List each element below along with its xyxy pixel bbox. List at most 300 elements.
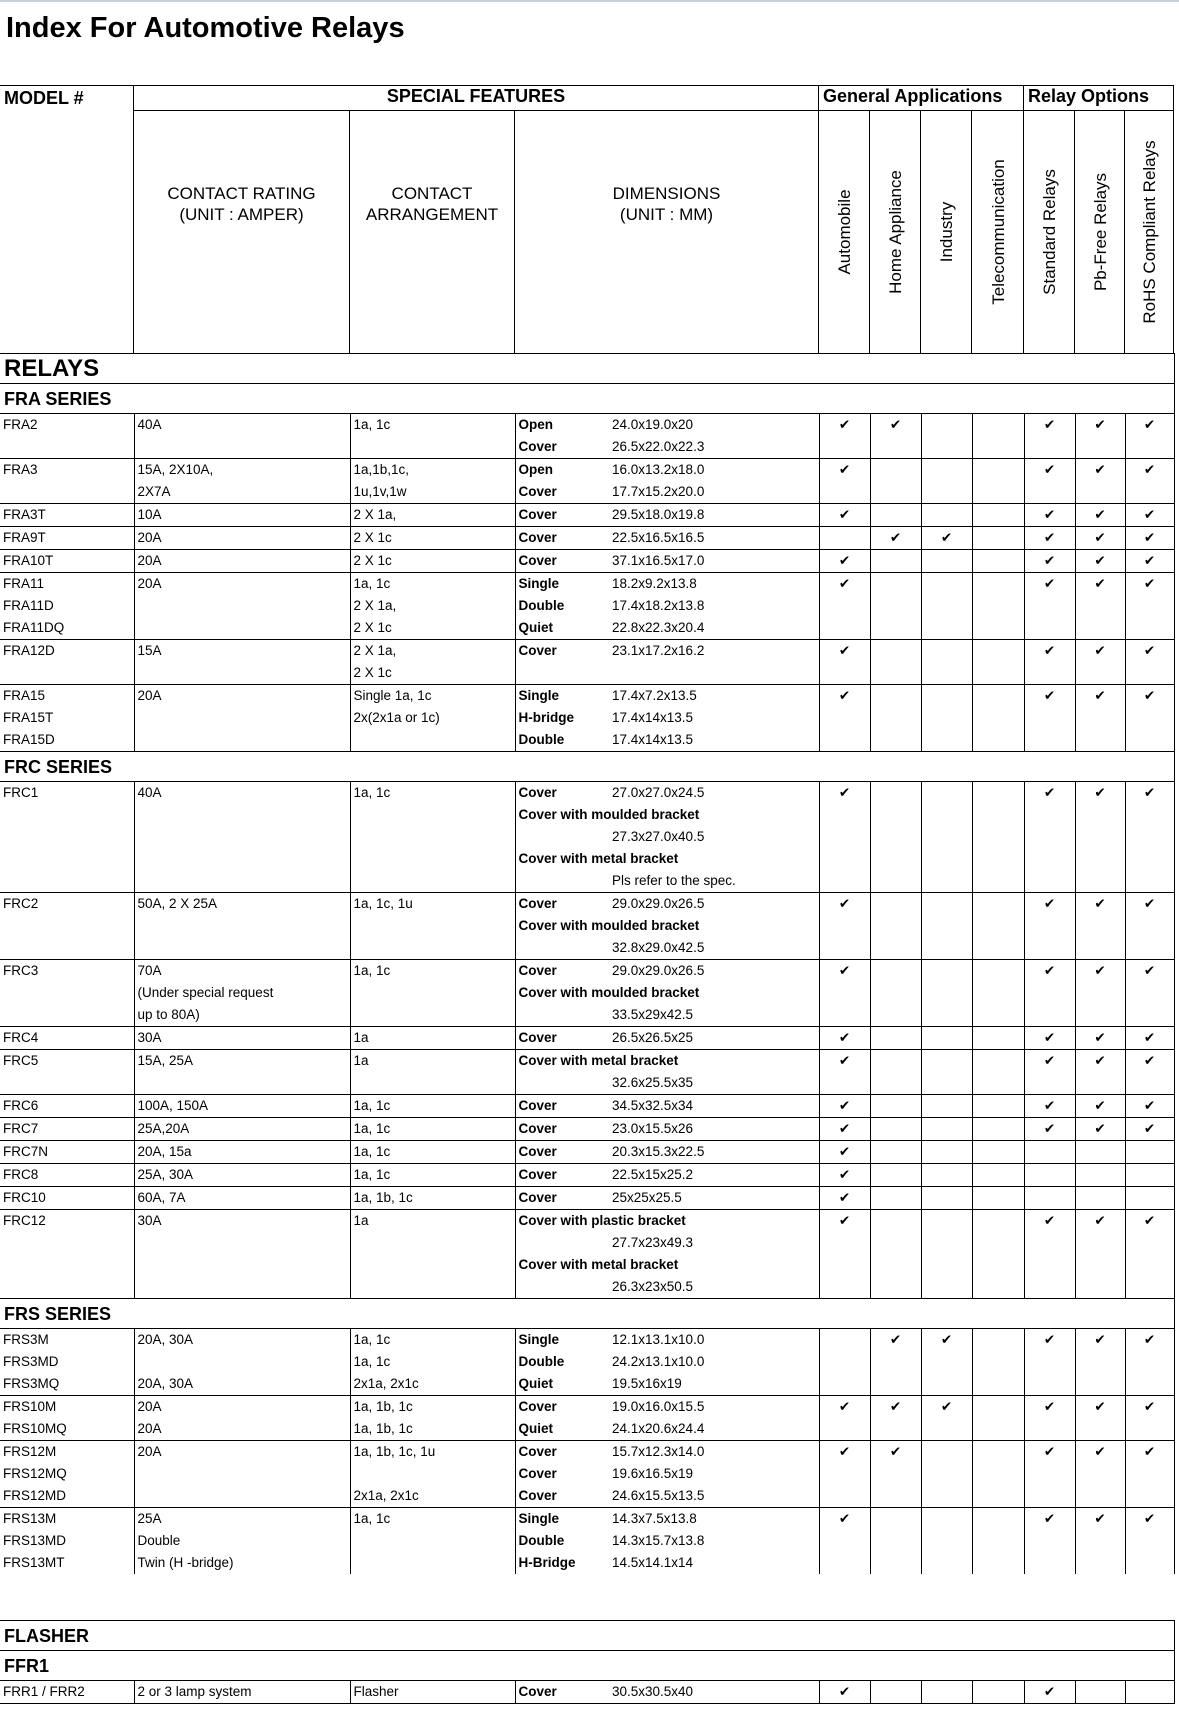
home-appliance-check-cell — [870, 1463, 921, 1485]
standard-check-cell — [1024, 436, 1075, 459]
automobile-check-cell — [819, 893, 870, 916]
table-row — [0, 1164, 1174, 1187]
home-appliance-check-cell — [870, 826, 921, 848]
home-appliance-check-cell — [870, 1095, 921, 1118]
rating-cell — [134, 707, 350, 729]
home-appliance-check-cell — [870, 662, 921, 685]
check-icon: ✔ — [1094, 1213, 1106, 1228]
dim-label-cell: Quiet — [515, 617, 609, 640]
section-title: FFR1 — [0, 1651, 1174, 1681]
dim-value-cell: 19.6x16.5x19 — [609, 1463, 819, 1485]
arrangement-cell — [350, 1072, 515, 1095]
arrangement-cell: 2x1a, 2x1c — [350, 1485, 515, 1508]
col-rohs-relays-label: RoHS Compliant Relays — [1140, 140, 1159, 324]
automobile-check-cell — [819, 640, 870, 663]
industry-check-cell — [921, 481, 972, 504]
telecom-check-cell — [972, 848, 1024, 870]
automobile-check-cell — [819, 848, 870, 870]
check-icon: ✔ — [1043, 1511, 1056, 1526]
col-pb-free-relays — [1074, 110, 1125, 354]
dim-value-cell: 24.6x15.5x13.5 — [609, 1485, 819, 1508]
section-header-row — [0, 384, 1174, 414]
dimensions-header — [514, 110, 819, 354]
model-cell: FRS13MT — [0, 1552, 134, 1574]
arrangement-cell: 2x1a, 2x1c — [350, 1373, 515, 1396]
relay-options-label: Relay Options — [1028, 86, 1150, 106]
dim-value-cell: 14.5x14.1x14 — [609, 1552, 819, 1574]
table-row — [0, 1441, 1174, 1464]
table-row — [0, 1187, 1174, 1210]
rohs-check-cell — [1125, 1329, 1174, 1352]
dim-label-cell: Cover — [515, 1187, 609, 1210]
table-row — [0, 1396, 1174, 1419]
pb-free-check-cell — [1075, 1210, 1125, 1233]
pb-free-check-cell — [1075, 617, 1125, 640]
check-icon: ✔ — [838, 896, 851, 911]
check-icon: ✔ — [1143, 1098, 1156, 1113]
arrangement-cell: 1a, 1c — [350, 1351, 515, 1373]
rohs-check-cell — [1125, 1276, 1174, 1299]
industry-check-cell — [921, 436, 972, 459]
standard-check-cell — [1024, 1027, 1075, 1050]
check-icon: ✔ — [1043, 1444, 1056, 1459]
arrangement-cell: 1a, 1c — [350, 1508, 515, 1531]
standard-check-cell — [1024, 527, 1075, 550]
telecom-check-cell — [972, 685, 1024, 708]
standard-check-cell — [1024, 1530, 1075, 1552]
home-appliance-check-cell — [870, 685, 921, 708]
home-appliance-check-cell — [870, 550, 921, 573]
home-appliance-check-cell — [870, 982, 921, 1004]
rating-cell — [134, 1254, 350, 1276]
rohs-check-cell — [1125, 826, 1174, 848]
contact-rating-line1: CONTACT RATING — [167, 184, 316, 203]
telecom-check-cell — [972, 573, 1024, 596]
rohs-check-cell — [1125, 527, 1174, 550]
check-icon: ✔ — [838, 1444, 851, 1459]
telecom-check-cell — [972, 595, 1024, 617]
rating-cell — [134, 937, 350, 960]
telecom-check-cell — [972, 1095, 1024, 1118]
check-icon: ✔ — [1043, 1684, 1056, 1699]
industry-check-cell — [921, 1329, 972, 1352]
pb-free-check-cell — [1075, 1530, 1125, 1552]
model-cell: FRA2 — [0, 414, 134, 437]
check-icon: ✔ — [1094, 1511, 1106, 1526]
industry-check-cell — [921, 937, 972, 960]
model-cell: FRA15D — [0, 729, 134, 752]
pb-free-check-cell — [1075, 707, 1125, 729]
home-appliance-check-cell — [870, 782, 921, 805]
check-icon: ✔ — [1043, 688, 1056, 703]
rohs-check-cell — [1125, 1351, 1174, 1373]
rating-cell: 10A — [134, 504, 350, 527]
telecom-check-cell — [972, 1418, 1024, 1441]
page-title: Index For Automotive Relays — [6, 12, 405, 44]
arrangement-cell: 1u,1v,1w — [350, 481, 515, 504]
dim-label-cell: Cover with metal bracket — [515, 1050, 609, 1073]
rating-cell: 30A — [134, 1210, 350, 1233]
home-appliance-check-cell — [870, 893, 921, 916]
automobile-check-cell — [819, 1164, 870, 1187]
model-cell: FRC3 — [0, 960, 134, 983]
home-appliance-check-cell — [870, 1254, 921, 1276]
rohs-check-cell — [1125, 550, 1174, 573]
arrangement-cell — [350, 1232, 515, 1254]
dim-value-cell: 14.3x7.5x13.8 — [609, 1508, 819, 1531]
dim-label-cell: Cover — [515, 436, 609, 459]
home-appliance-check-cell — [870, 1329, 921, 1352]
rohs-check-cell — [1125, 870, 1174, 893]
rohs-check-cell — [1125, 804, 1174, 826]
rating-cell: up to 80A) — [134, 1004, 350, 1027]
col-telecommunication-label: Telecommunication — [988, 159, 1008, 305]
model-cell: FRA10T — [0, 550, 134, 573]
dim-label-cell — [515, 870, 609, 893]
industry-check-cell — [921, 1072, 972, 1095]
standard-check-cell — [1024, 1373, 1075, 1396]
rohs-check-cell — [1125, 573, 1174, 596]
home-appliance-check-cell — [870, 1232, 921, 1254]
rating-cell: (Under special request — [134, 982, 350, 1004]
model-cell — [0, 1276, 134, 1299]
table-row — [0, 782, 1174, 805]
model-header — [0, 85, 134, 354]
standard-check-cell — [1024, 1485, 1075, 1508]
rating-cell — [134, 436, 350, 459]
telecom-check-cell — [972, 1530, 1024, 1552]
pb-free-check-cell — [1075, 782, 1125, 805]
check-icon: ✔ — [889, 1444, 902, 1459]
industry-check-cell — [921, 1508, 972, 1531]
dim-value-cell: 37.1x16.5x17.0 — [609, 550, 819, 573]
pb-free-check-cell — [1075, 1396, 1125, 1419]
dim-label-cell: Cover with moulded bracket — [515, 982, 609, 1004]
model-cell: FRR1 / FRR2 — [0, 1681, 134, 1704]
pb-free-check-cell — [1075, 662, 1125, 685]
rating-cell — [134, 826, 350, 848]
pb-free-check-cell — [1075, 1485, 1125, 1508]
arrangement-cell: 1a, 1c — [350, 1164, 515, 1187]
home-appliance-check-cell — [870, 1004, 921, 1027]
automobile-check-cell — [819, 870, 870, 893]
table-row — [0, 848, 1174, 870]
home-appliance-check-cell — [870, 1118, 921, 1141]
pb-free-check-cell — [1075, 1254, 1125, 1276]
industry-check-cell — [921, 1681, 972, 1704]
check-icon: ✔ — [838, 643, 851, 658]
pb-free-check-cell — [1075, 436, 1125, 459]
dim-value-cell: 24.1x20.6x24.4 — [609, 1418, 819, 1441]
check-icon: ✔ — [1143, 896, 1156, 911]
rohs-check-cell — [1125, 1396, 1174, 1419]
dim-value-cell: 29.0x29.0x26.5 — [609, 960, 819, 983]
home-appliance-check-cell — [870, 1396, 921, 1419]
rating-cell: 25A, 30A — [134, 1164, 350, 1187]
relay-options-header — [1023, 85, 1174, 111]
industry-check-cell — [921, 1050, 972, 1073]
special-features-header — [133, 85, 819, 111]
col-home-appliance-label: Home Appliance — [886, 170, 905, 294]
rohs-check-cell — [1125, 982, 1174, 1004]
standard-check-cell — [1024, 870, 1075, 893]
telecom-check-cell — [972, 893, 1024, 916]
telecom-check-cell — [972, 1027, 1024, 1050]
rating-cell: 40A — [134, 782, 350, 805]
automobile-check-cell — [819, 1050, 870, 1073]
automobile-check-cell — [819, 662, 870, 685]
model-cell — [0, 826, 134, 848]
dim-label-cell: Cover — [515, 1485, 609, 1508]
model-cell: FRA11DQ — [0, 617, 134, 640]
telecom-check-cell — [972, 1004, 1024, 1027]
dim-label-cell: Double — [515, 729, 609, 752]
telecom-check-cell — [972, 1396, 1024, 1419]
rohs-check-cell — [1125, 1373, 1174, 1396]
rohs-check-cell — [1125, 893, 1174, 916]
check-icon: ✔ — [1094, 1332, 1106, 1347]
industry-check-cell — [921, 662, 972, 685]
model-cell: FRA3 — [0, 459, 134, 482]
check-icon: ✔ — [1094, 462, 1106, 477]
rating-cell: 20A, 30A — [134, 1373, 350, 1396]
dim-label-cell: Double — [515, 1351, 609, 1373]
check-icon: ✔ — [1043, 462, 1056, 477]
rohs-check-cell — [1125, 729, 1174, 752]
model-cell: FRC6 — [0, 1095, 134, 1118]
check-icon: ✔ — [1043, 530, 1056, 545]
rohs-check-cell — [1125, 1118, 1174, 1141]
pb-free-check-cell — [1075, 937, 1125, 960]
model-cell: FRS3M — [0, 1329, 134, 1352]
dim-label-cell — [515, 662, 609, 685]
automobile-check-cell — [819, 1027, 870, 1050]
section-spacer — [0, 1574, 1174, 1621]
industry-check-cell — [921, 1396, 972, 1419]
dim-label-cell: Cover — [515, 1095, 609, 1118]
table-row — [0, 1463, 1174, 1485]
check-icon: ✔ — [1143, 1213, 1156, 1228]
standard-check-cell — [1024, 1072, 1075, 1095]
table-row — [0, 893, 1174, 916]
industry-check-cell — [921, 1187, 972, 1210]
telecom-check-cell — [972, 870, 1024, 893]
automobile-check-cell — [819, 915, 870, 937]
rohs-check-cell — [1125, 1485, 1174, 1508]
dim-label-cell: Single — [515, 1329, 609, 1352]
check-icon: ✔ — [1143, 1511, 1156, 1526]
rating-cell: 50A, 2 X 25A — [134, 893, 350, 916]
check-icon: ✔ — [1094, 643, 1106, 658]
table-row — [0, 1681, 1174, 1704]
check-icon: ✔ — [1043, 507, 1056, 522]
table-row — [0, 573, 1174, 596]
standard-check-cell — [1024, 1552, 1075, 1574]
model-cell: FRC1 — [0, 782, 134, 805]
arrangement-cell: 1a, 1b, 1c — [350, 1418, 515, 1441]
check-icon: ✔ — [838, 1684, 851, 1699]
col-industry — [920, 110, 972, 354]
rating-cell: 25A — [134, 1508, 350, 1531]
dim-label-cell: Cover — [515, 550, 609, 573]
dim-label-cell: Cover — [515, 1164, 609, 1187]
automobile-check-cell — [819, 595, 870, 617]
rating-cell: 20A — [134, 1418, 350, 1441]
check-icon: ✔ — [1143, 1030, 1156, 1045]
model-cell — [0, 1072, 134, 1095]
rating-cell — [134, 1232, 350, 1254]
rating-cell — [134, 915, 350, 937]
check-icon: ✔ — [1094, 1030, 1106, 1045]
industry-check-cell — [921, 1095, 972, 1118]
rohs-check-cell — [1125, 436, 1174, 459]
home-appliance-check-cell — [870, 617, 921, 640]
check-icon: ✔ — [1043, 643, 1056, 658]
home-appliance-check-cell — [870, 1072, 921, 1095]
rohs-check-cell — [1125, 960, 1174, 983]
telecom-check-cell — [972, 459, 1024, 482]
rohs-check-cell — [1125, 707, 1174, 729]
automobile-check-cell — [819, 1276, 870, 1299]
rating-cell — [134, 870, 350, 893]
dim-label-cell: Open — [515, 459, 609, 482]
home-appliance-check-cell — [870, 414, 921, 437]
col-pb-free-relays-label: Pb-Free Relays — [1090, 172, 1110, 292]
automobile-check-cell — [819, 1210, 870, 1233]
check-icon: ✔ — [889, 1399, 902, 1414]
rating-cell: 2X7A — [134, 481, 350, 504]
automobile-check-cell — [819, 1530, 870, 1552]
dim-value-cell: 25x25x25.5 — [609, 1187, 819, 1210]
telecom-check-cell — [972, 1485, 1024, 1508]
industry-check-cell — [921, 1004, 972, 1027]
section-header-row — [0, 752, 1174, 782]
model-cell: FRS10M — [0, 1396, 134, 1419]
rating-cell — [134, 1351, 350, 1373]
telecom-check-cell — [972, 1118, 1024, 1141]
standard-check-cell — [1024, 960, 1075, 983]
table-row — [0, 1027, 1174, 1050]
model-cell: FRS3MD — [0, 1351, 134, 1373]
telecom-check-cell — [972, 1050, 1024, 1073]
section-title: FRC SERIES — [0, 752, 1174, 782]
automobile-check-cell — [819, 982, 870, 1004]
automobile-check-cell — [819, 573, 870, 596]
automobile-check-cell — [819, 459, 870, 482]
arrangement-cell — [350, 1276, 515, 1299]
rohs-check-cell — [1125, 937, 1174, 960]
table-row — [0, 1095, 1174, 1118]
model-cell: FRC8 — [0, 1164, 134, 1187]
col-standard-relays — [1023, 110, 1075, 354]
model-cell — [0, 1004, 134, 1027]
dim-label-cell: Cover — [515, 504, 609, 527]
arrangement-cell: 2x(2x1a or 1c) — [350, 707, 515, 729]
arrangement-cell — [350, 1552, 515, 1574]
section-header-row — [0, 1651, 1174, 1681]
industry-check-cell — [921, 1232, 972, 1254]
standard-check-cell — [1024, 617, 1075, 640]
standard-check-cell — [1024, 1463, 1075, 1485]
standard-check-cell — [1024, 481, 1075, 504]
automobile-check-cell — [819, 1418, 870, 1441]
pb-free-check-cell — [1075, 870, 1125, 893]
rating-cell — [134, 729, 350, 752]
arrangement-cell — [350, 1004, 515, 1027]
standard-check-cell — [1024, 915, 1075, 937]
check-icon: ✔ — [838, 1213, 851, 1228]
section-title: RELAYS — [0, 354, 1174, 384]
pb-free-check-cell — [1075, 729, 1125, 752]
model-cell: FRC10 — [0, 1187, 134, 1210]
telecom-check-cell — [972, 414, 1024, 437]
telecom-check-cell — [972, 1141, 1024, 1164]
model-cell — [0, 662, 134, 685]
check-icon: ✔ — [838, 1511, 851, 1526]
table-row — [0, 826, 1174, 848]
home-appliance-check-cell — [870, 1027, 921, 1050]
model-cell: FRA15T — [0, 707, 134, 729]
arrangement-cell: 1a, 1b, 1c — [350, 1396, 515, 1419]
check-icon: ✔ — [1043, 963, 1056, 978]
standard-check-cell — [1024, 1276, 1075, 1299]
dim-value-cell: 24.0x19.0x20 — [609, 414, 819, 437]
rohs-check-cell — [1125, 414, 1174, 437]
pb-free-check-cell — [1075, 1004, 1125, 1027]
pb-free-check-cell — [1075, 481, 1125, 504]
dimensions-line1: DIMENSIONS — [612, 184, 721, 203]
telecom-check-cell — [972, 481, 1024, 504]
telecom-check-cell — [972, 1187, 1024, 1210]
rating-cell: 60A, 7A — [134, 1187, 350, 1210]
check-icon: ✔ — [1094, 1053, 1106, 1068]
rating-cell: 25A,20A — [134, 1118, 350, 1141]
check-icon: ✔ — [1094, 785, 1106, 800]
automobile-check-cell — [819, 414, 870, 437]
dim-value-cell: 34.5x32.5x34 — [609, 1095, 819, 1118]
dim-label-cell: Cover with moulded bracket — [515, 804, 609, 826]
dim-value-cell: 17.7x15.2x20.0 — [609, 481, 819, 504]
standard-check-cell — [1024, 729, 1075, 752]
rating-cell: 15A — [134, 640, 350, 663]
dim-label-cell — [515, 1004, 609, 1027]
table-row — [0, 982, 1174, 1004]
check-icon: ✔ — [1043, 553, 1056, 568]
check-icon: ✔ — [838, 785, 851, 800]
dim-label-cell — [515, 1276, 609, 1299]
automobile-check-cell — [819, 436, 870, 459]
check-icon: ✔ — [838, 576, 851, 591]
dim-value-cell: 17.4x18.2x13.8 — [609, 595, 819, 617]
standard-check-cell — [1024, 804, 1075, 826]
pb-free-check-cell — [1075, 504, 1125, 527]
check-icon: ✔ — [1094, 1121, 1106, 1136]
rohs-check-cell — [1125, 1232, 1174, 1254]
arrangement-cell — [350, 729, 515, 752]
dim-label-cell: Cover — [515, 1396, 609, 1419]
check-icon: ✔ — [1043, 1332, 1056, 1347]
table-row — [0, 595, 1174, 617]
home-appliance-check-cell — [870, 1187, 921, 1210]
home-appliance-check-cell — [870, 1373, 921, 1396]
telecom-check-cell — [972, 707, 1024, 729]
pb-free-check-cell — [1075, 1441, 1125, 1464]
model-cell — [0, 848, 134, 870]
dim-value-cell: 32.6x25.5x35 — [609, 1072, 819, 1095]
dim-value-cell: 27.7x23x49.3 — [609, 1232, 819, 1254]
dim-value-cell: 29.5x18.0x19.8 — [609, 504, 819, 527]
rohs-check-cell — [1125, 640, 1174, 663]
